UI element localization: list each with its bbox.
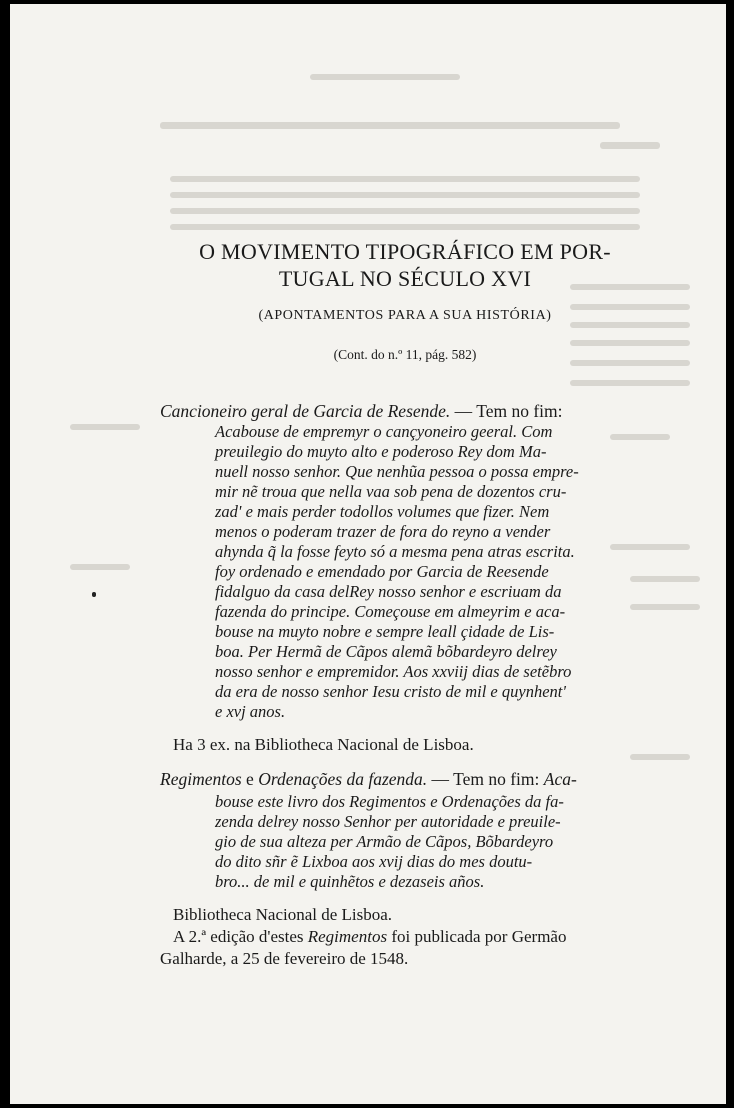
entry-title: Cancioneiro geral de Garcia de Resende. <box>160 401 451 421</box>
colophon-line: da era de nosso senhor Iesu cristo de mil e quynhent' <box>215 682 566 701</box>
entry-heading-tail: Aca- <box>543 769 577 789</box>
edition-note-b: foi publicada por Germão <box>387 927 567 946</box>
title-line-2: TUGAL NO SÉCULO XVI <box>278 266 532 291</box>
colophon-line: nosso senhor e empremidor. Aos xxviij dias de setẽbro <box>215 662 572 681</box>
colophon-line: nuell nosso senhor. Que nenhũa pessoa o possa empre- <box>215 462 579 481</box>
colophon-line: gio de sua alteza per Armão de Cãpos, Bõbardeyro <box>215 832 554 851</box>
colophon-line: fidalguo da casa delRey nosso senhor e escriuam da <box>215 582 562 601</box>
colophon-line: foy ordenado e emendado por Garcia de Reesende <box>215 562 549 581</box>
colophon-line: Acabouse de empremyr o cançyoneiro geeral. Com <box>215 422 553 441</box>
colophon-line: bouse este livro dos Regimentos e Ordenações da fa- <box>215 792 564 811</box>
article-title <box>170 238 640 292</box>
colophon-line: fazenda do principe. Começouse em almeyrim e aca- <box>215 602 566 621</box>
ink-speck <box>92 592 96 597</box>
entry-heading <box>160 400 563 422</box>
colophon-line: menos o poderam trazer de fora do reyno a vender <box>215 522 551 541</box>
colophon-line: zad' e mais perder todollos volumes que fizer. Nem <box>215 502 550 521</box>
colophon-line: do dito sñr ẽ Lixboa aos xvij dias do mes doutu- <box>215 852 533 871</box>
entry-heading-rest: — Tem no fim: <box>450 401 563 421</box>
edition-note-line <box>173 926 566 948</box>
entry-title-2: Ordenações da fazenda. <box>258 769 428 789</box>
title-line-1: O MOVIMENTO TIPOGRÁFICO EM POR- <box>199 239 611 264</box>
holding-note: Ha 3 ex. na Bibliotheca Nacional de Lisboa. <box>173 735 474 754</box>
colophon-line: zenda delrey nosso Senhor per autoridade e preuile- <box>215 812 561 831</box>
entry-heading-conj: e <box>241 769 259 789</box>
entry-title: Regimentos <box>160 769 242 789</box>
edition-note-a: A 2.ª edição d'estes <box>173 927 308 946</box>
document-body <box>10 4 726 1104</box>
colophon-line: bouse na muyto nobre e sempre leall çidade de Lis- <box>215 622 555 641</box>
colophon-line: preuilegio do muyto alto e poderoso Rey dom Ma- <box>215 442 547 461</box>
colophon-line: bro... de mil e quinhẽtos e dezaseis años. <box>215 872 485 891</box>
edition-note-line: Galharde, a 25 de fevereiro de 1548. <box>160 949 409 968</box>
page-sheet <box>10 4 726 1104</box>
colophon-line: e xvj anos. <box>215 702 286 721</box>
edition-note-title: Regimentos <box>307 927 388 946</box>
entry-heading-rest: — Tem no fim: <box>427 769 544 789</box>
colophon-line: mir nẽ troua que nella vaa sob pena de dozentos cru- <box>215 482 567 501</box>
continuation-note: (Cont. do n.º 11, pág. 582) <box>333 347 477 362</box>
entry-heading <box>160 768 577 790</box>
holding-note: Bibliotheca Nacional de Lisboa. <box>173 905 393 924</box>
article-subtitle: (APONTAMENTOS PARA A SUA HISTÓRIA) <box>258 308 552 323</box>
colophon-line: boa. Per Hermã de Cãpos alemã bõbardeyro delrey <box>215 642 557 661</box>
colophon-line: ahynda q̃ la fosse feyto só a mesma pena atras escrita. <box>215 542 575 561</box>
